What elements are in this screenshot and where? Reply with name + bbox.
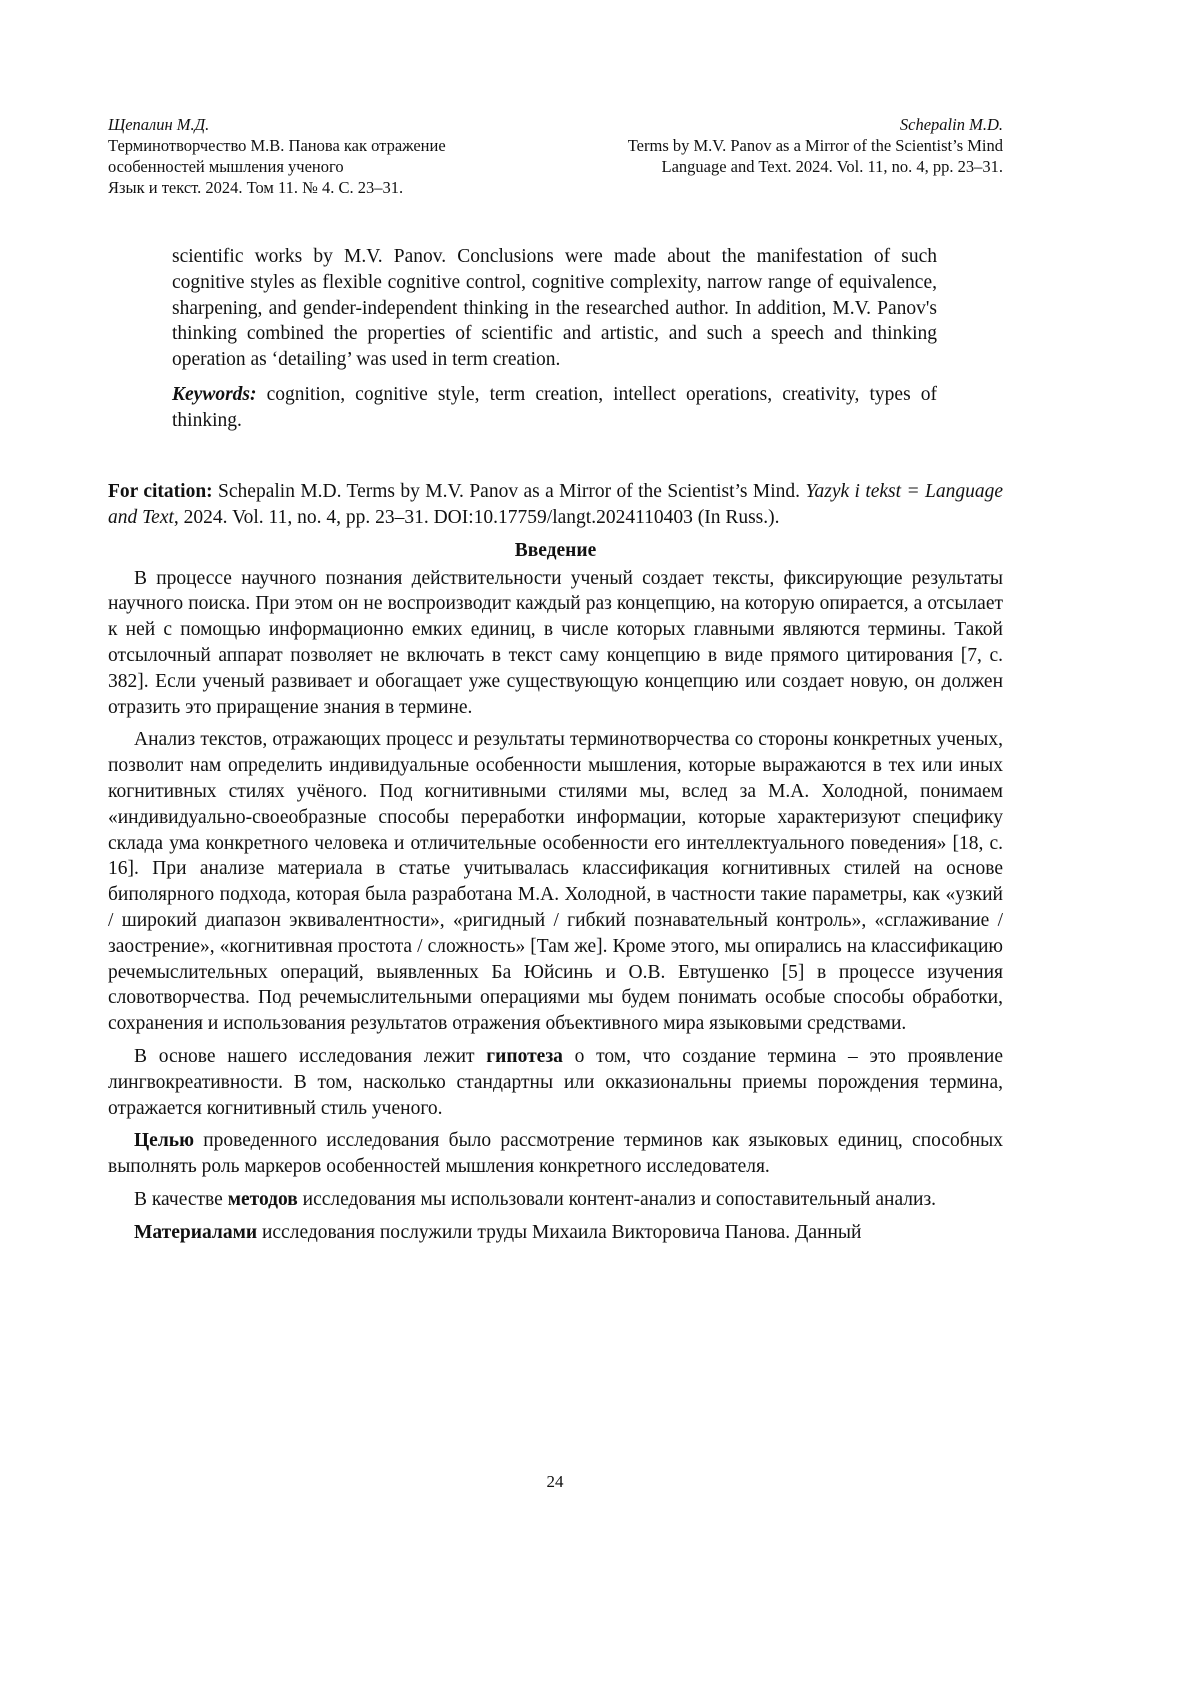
abstract bbox=[172, 244, 937, 443]
running-header-en bbox=[523, 114, 1003, 177]
abstract-text: scientific works by M.V. Panov. Conclusions were made about the manifestation of such cognitive styles as flexible cognitive control, cognitive complexity, narrow range of equivalence, sharpening, and gender-independent thinking in the researched author. In addition, M.V. Panov's thinking combined the properties of scientific and artistic, and such a speech and thinking operation as ‘detailing’ was used in term creation. bbox=[172, 244, 937, 373]
text: проведенного исследования было рассмотрение терминов как языковых единиц, способных выполнять роль маркеров особенностей мышления конкретного исследователя. bbox=[108, 1130, 1003, 1177]
header-journal-en: Language and Text. 2024. Vol. 11, no. 4, pp. 23–31. bbox=[523, 156, 1003, 177]
citation-text: Schepalin M.D. Terms by M.V. Panov as a Mirror of the Scientist’s Mind. bbox=[213, 481, 806, 502]
bold-term: методов bbox=[228, 1189, 298, 1210]
header-author-ru: Щепалин М.Д. bbox=[108, 114, 548, 135]
keywords-label: Keywords: bbox=[172, 384, 257, 405]
paragraph-hypothesis bbox=[108, 1044, 1003, 1121]
section-heading: Введение bbox=[108, 538, 1003, 564]
text: В качестве bbox=[134, 1189, 228, 1210]
text: В основе нашего исследования лежит bbox=[134, 1046, 486, 1067]
text: исследования мы использовали контент-анализ и сопоставительный анализ. bbox=[298, 1189, 936, 1210]
running-header-ru bbox=[108, 114, 548, 198]
main-text bbox=[108, 479, 1003, 1253]
paragraph-goal bbox=[108, 1128, 1003, 1180]
citation-details: , 2024. Vol. 11, no. 4, pp. 23–31. DOI:10.17759/langt.2024110403 (In Russ.). bbox=[174, 507, 780, 528]
citation-label: For citation: bbox=[108, 481, 213, 502]
text: исследования послужили труды Михаила Викторовича Панова. Данный bbox=[257, 1222, 861, 1243]
page-number: 24 bbox=[0, 1472, 1110, 1492]
header-title-ru-1: Терминотворчество М.В. Панова как отражение bbox=[108, 135, 548, 156]
paragraph: Анализ текстов, отражающих процесс и результаты терминотворчества со стороны конкретных ученых, позволит нам определить индивидуальные особенности мышления, которые выражаются в тех или иных когнитивных стилях учёного. Под когнитивными стилями мы, вслед за М.А. Холодной, понимаем «индивидуально-своеобразные способы переработки информации, которые характеризуют специфику склада ума конкретного человека и отличительные особенности его интеллектуального поведения» [18, с. 16]. При анализе материала в статье учитывалась классификация когнитивных стилей на основе биполярного подхода, которая была разработана М.А. Холодной, в частности такие параметры, как «узкий / широкий диапазон эквивалентности», «ригидный / гибкий познавательный контроль», «сглаживание / заострение», «когнитивная простота / сложность» [Там же]. Кроме этого, мы опирались на классификацию речемыслительных операций, выявленных Ба Юйсинь и О.В. Евтушенко [5] в процессе изучения словотворчества. Под речемыслительными операциями мы будем понимать особые способы обработки, сохранения и использования результатов отражения объективного мира языковыми средствами. bbox=[108, 727, 1003, 1037]
bold-term: Целью bbox=[134, 1130, 194, 1151]
citation bbox=[108, 479, 1003, 531]
header-author-en: Schepalin M.D. bbox=[523, 114, 1003, 135]
bold-term: Материалами bbox=[134, 1222, 257, 1243]
header-title-ru-2: особенностей мышления ученого bbox=[108, 156, 548, 177]
header-journal-ru: Язык и текст. 2024. Том 11. № 4. С. 23–31. bbox=[108, 177, 548, 198]
header-title-en: Terms by M.V. Panov as a Mirror of the Scientist’s Mind bbox=[523, 135, 1003, 156]
paragraph: В процессе научного познания действительности ученый создает тексты, фиксирующие результаты научного поиска. При этом он не воспроизводит каждый раз концепцию, на которую опирается, а отсылает к ней с помощью информационно емких единиц, в числе которых главными являются термины. Такой отсылочный аппарат позволяет не включать в текст саму концепцию в виде прямого цитирования [7, с. 382]. Если ученый развивает и обогащает уже существующую концепцию или создает новую, он должен отразить это приращение знания в термине. bbox=[108, 566, 1003, 721]
paragraph-methods bbox=[108, 1187, 1003, 1213]
keywords-list: cognition, cognitive style, term creation, intellect operations, creativity, types of thinking. bbox=[172, 384, 937, 431]
text: о том, что создание термина – это проявление лингвокреативности. В том, насколько стандартны или окказиональны приемы порождения термина, отражается когнитивный стиль ученого. bbox=[108, 1046, 1003, 1119]
keywords bbox=[172, 382, 937, 434]
citation-journal: Yazyk i tekst = Language and Text bbox=[108, 481, 1003, 528]
bold-term: гипотеза bbox=[486, 1046, 563, 1067]
paragraph-materials bbox=[108, 1220, 1003, 1246]
